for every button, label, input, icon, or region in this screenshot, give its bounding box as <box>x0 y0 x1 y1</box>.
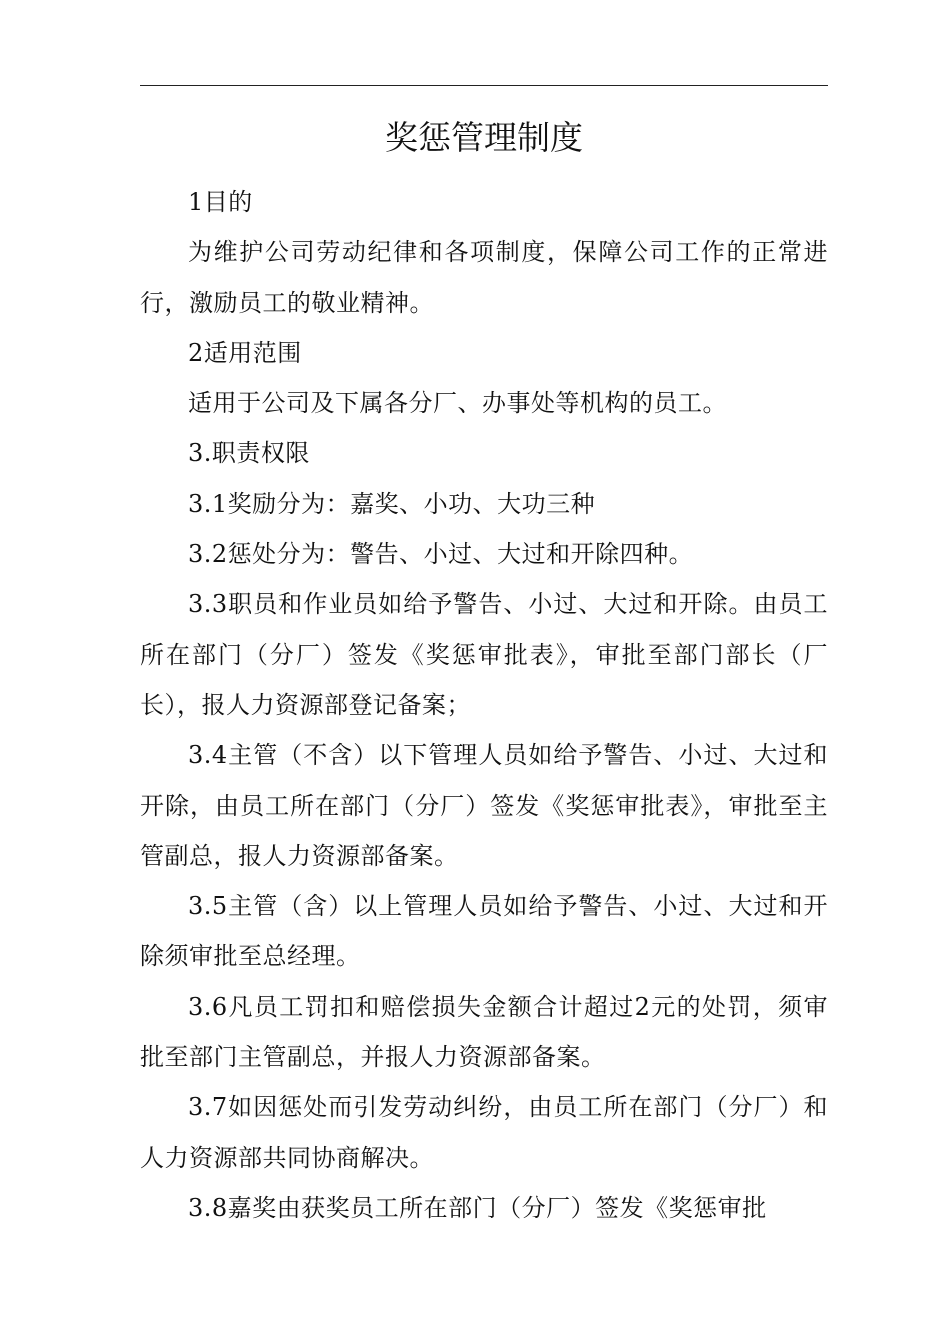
paragraph-scope: 适用于公司及下属各分厂、办事处等机构的员工。 <box>188 389 727 418</box>
clause-3-6: 3.6凡员工罚扣和赔偿损失金额合计超过2元的处罚，须审批至部门主管副总，并报人力资源部备案。 <box>140 992 828 1072</box>
clause-3-8: 3.8嘉奖由获奖员工所在部门（分厂）签发《奖惩审批 <box>188 1193 767 1222</box>
clause-3-5: 3.5主管（含）以上管理人员如给予警告、小过、大过和开除须审批至总经理。 <box>140 892 828 971</box>
section-heading-scope: 2适用范围 <box>188 338 302 367</box>
clause-3-3: 3.3职员和作业员如给予警告、小过、大过和开除。由员工所在部门（分厂）签发《奖惩审批表》，审批至部门部长（厂长），报人力资源部登记备案； <box>140 590 828 719</box>
clause-3-1: 3.1奖励分为：嘉奖、小功、大功三种 <box>188 489 596 518</box>
clause-3-4: 3.4主管（不含）以下管理人员如给予警告、小过、大过和开除，由员工所在部门（分厂）签发《奖惩审批表》，审批至主管副总，报人力资源部备案。 <box>140 741 828 870</box>
clause-3-7: 3.7如因惩处而引发劳动纠纷，由员工所在部门（分厂）和人力资源部共同协商解决。 <box>140 1093 828 1172</box>
document-title: 奖惩管理制度 <box>385 118 583 157</box>
section-heading-responsibilities: 3.职责权限 <box>188 439 310 468</box>
section-heading-purpose: 1目的 <box>188 188 253 216</box>
clause-3-2: 3.2惩处分为：警告、小过、大过和开除四种。 <box>188 540 694 569</box>
paragraph-purpose: 为维护公司劳动纪律和各项制度，保障公司工作的正常进行，激励员工的敬业精神。 <box>140 238 828 317</box>
header-rule <box>140 85 828 86</box>
document-body <box>140 177 828 1233</box>
